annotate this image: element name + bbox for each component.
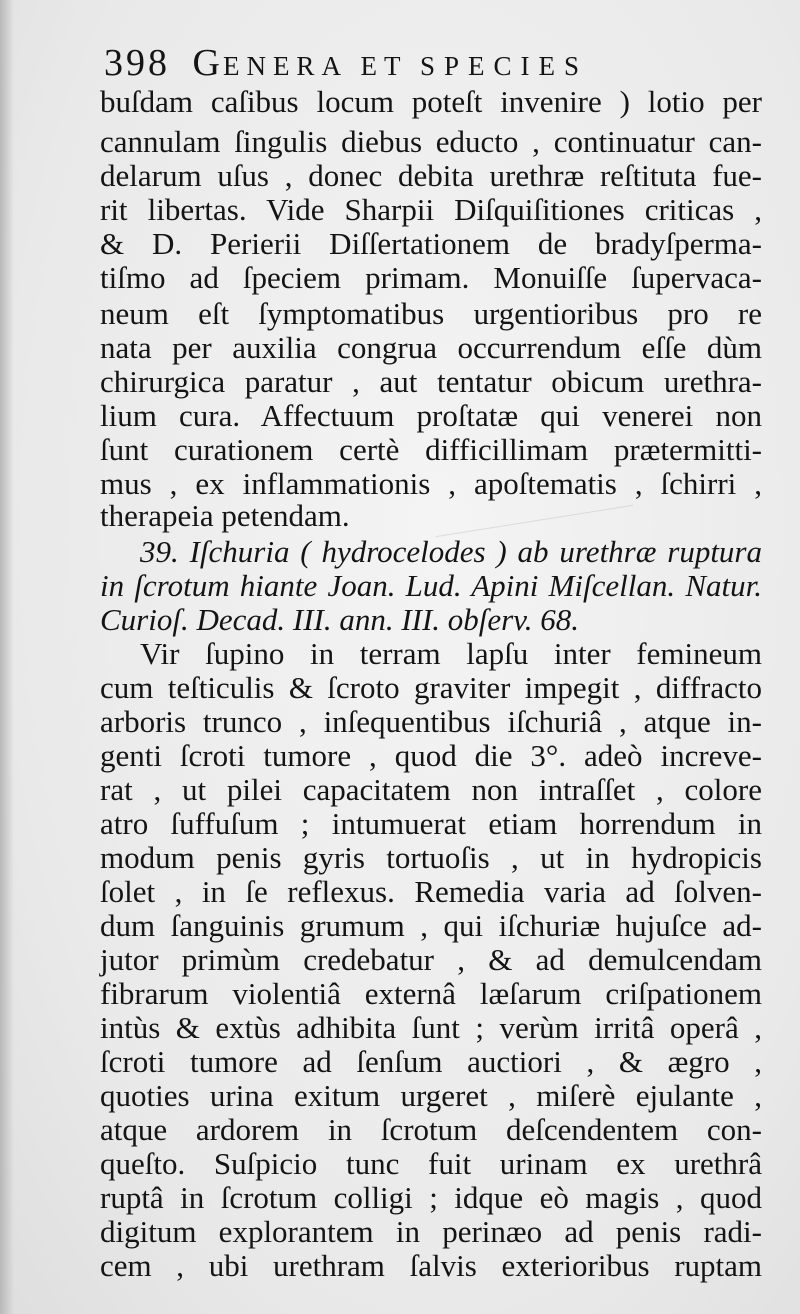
text-line: buſdam caſibus locum poteſt invenire ) lotio per xyxy=(100,84,762,119)
text-line: genti ſcroti tumore , quod die 3°. adeò increve- xyxy=(100,738,762,773)
text-line: digitum explorantem in perinæo ad penis radi- xyxy=(100,1214,762,1249)
text-line: modum penis gyris tortuoſis , ut in hydropicis xyxy=(100,840,762,875)
text-line: ſunt curationem certè difficillimam prætermitti- xyxy=(100,432,762,467)
text-line: dum ſanguinis grumum , qui iſchuriæ hujuſce ad- xyxy=(100,908,762,943)
text-line: nata per auxilia congrua occurrendum eſſe dùm xyxy=(100,330,762,365)
text-line: ſcroti tumore ad ſenſum auctiori , & ægro , xyxy=(100,1044,762,1079)
text-line: atro ſuffuſum ; intumuerat etiam horrendum in xyxy=(100,806,762,841)
text-line: ruptâ in ſcrotum colligi ; idque eò magis , quod xyxy=(100,1180,762,1215)
section-heading-line: Curioſ. Decad. III. ann. III. obſerv. 68. xyxy=(100,602,579,637)
header-title-et: ET xyxy=(360,51,408,81)
text-line: delarum uſus , donec debita urethræ reſtituta fue- xyxy=(100,158,762,193)
text-line: & D. Perierii Diſſertationem de bradyſperma- xyxy=(100,226,762,261)
text-line: Vir ſupino in terram lapſu inter femineum xyxy=(140,636,762,671)
text-line: chirurgica paratur , aut tentatur obicum urethra- xyxy=(100,364,762,399)
section-heading-line: 39. Iſchuria ( hydrocelodes ) ab urethræ ruptura xyxy=(140,534,762,569)
text-line: cem , ubi urethram ſalvis exterioribus ruptam xyxy=(100,1248,762,1283)
text-line: mus , ex inflammationis , apoſtematis , ſchirri , xyxy=(100,466,762,501)
running-header xyxy=(104,38,704,88)
text-line: lium cura. Affectuum proſtatæ qui venerei non xyxy=(100,398,762,433)
text-line: jutor primùm credebatur , & ad demulcendam xyxy=(100,942,762,977)
page-number: 398 xyxy=(104,42,170,84)
text-line: quoties urina exitum urgeret , miſerè ejulante , xyxy=(100,1078,762,1113)
text-line: atque ardorem in ſcrotum deſcendentem con- xyxy=(100,1112,762,1147)
text-line: rit libertas. Vide Sharpii Diſquiſitiones criticas , xyxy=(100,192,762,227)
header-title-genera: ENERA xyxy=(222,51,348,81)
header-title-initial: G xyxy=(192,42,223,84)
page-edge-shadow xyxy=(0,0,14,1314)
text-line: cum teſticulis & ſcroto graviter impegit , diffracto xyxy=(100,670,762,705)
text-line: therapeia petendam. xyxy=(100,498,350,533)
text-line: arboris trunco , inſequentibus iſchuriâ , atque in- xyxy=(100,704,762,739)
header-title-species: SPECIES xyxy=(419,51,588,81)
section-heading-line: in ſcrotum hiante Joan. Lud. Apini Miſcellan. Natur. xyxy=(100,568,762,603)
text-line: queſto. Suſpicio tunc fuit urinam ex urethrâ xyxy=(100,1146,762,1181)
text-line: cannulam ſingulis diebus educto , continuatur can- xyxy=(100,124,762,159)
text-line: neum eſt ſymptomatibus urgentioribus pro re xyxy=(100,296,762,331)
text-line: rat , ut pilei capacitatem non intraſſet , colore xyxy=(100,772,762,807)
text-line: ſolet , in ſe reflexus. Remedia varia ad ſolven- xyxy=(100,874,762,909)
text-line: tiſmo ad ſpeciem primam. Monuiſſe ſupervaca- xyxy=(100,260,762,295)
text-line: intùs & extùs adhibita ſunt ; verùm irritâ operâ , xyxy=(100,1010,762,1045)
text-line: fibrarum violentiâ externâ læſarum criſpationem xyxy=(100,976,762,1011)
